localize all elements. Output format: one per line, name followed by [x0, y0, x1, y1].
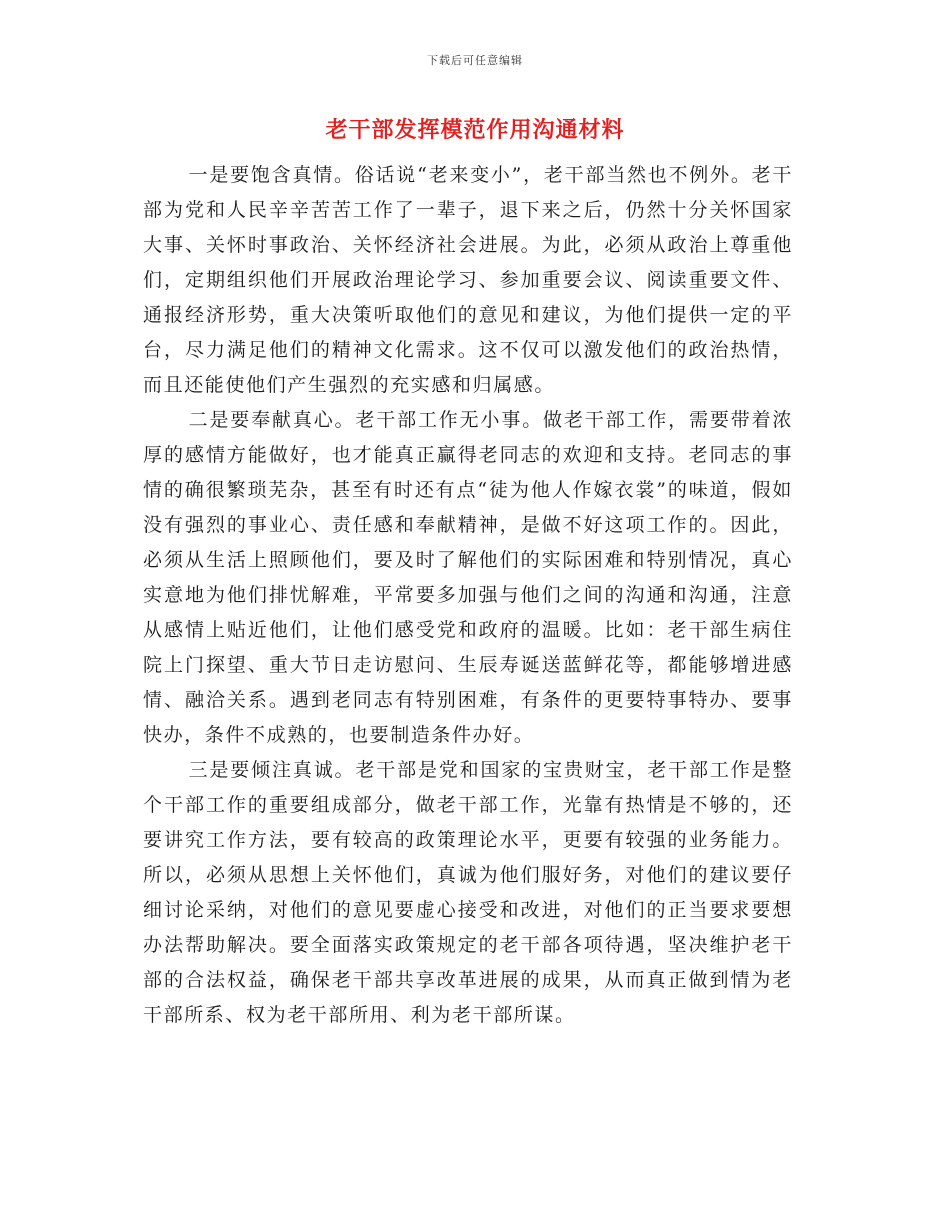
document-title: 老干部发挥模范作用沟通材料: [325, 117, 625, 143]
paragraph-2: 二是要奉献真心。老干部工作无小事。做老干部工作，需要带着浓厚的感情方能做好，也才能真正赢得老同志的欢迎和支持。老同志的事情的确很繁琐芜杂，甚至有时还有点“徒为他人作嫁衣裳”的味道，假如没有强烈的事业心、责任感和奉献精神，是做不好这项工作的。因此，必须从生活上照顾他们，要及时了解他们的实际困难和特别情况，真心实意地为他们排忧解难，平常要多加强与他们之间的沟通和沟通，注意从感情上贴近他们，让他们感受党和政府的温暖。比如：老干部生病住院上门探望、重大节日走访慰问、生辰寿诞送蓝鲜花等，都能够增进感情、融洽关系。遇到老同志有特别困难，有条件的更要特事特办、要事快办，条件不成熟的，也要制造条件办好。: [143, 409, 793, 746]
paragraph-1: 一是要饱含真情。俗话说“老来变小”，老干部当然也不例外。老干部为党和人民辛辛苦苦工作了一辈子，退下来之后，仍然十分关怀国家大事、关怀时事政治、关怀经济社会进展。为此，必须从政治上尊重他们，定期组织他们开展政治理论学习、参加重要会议、阅读重要文件、通报经济形势，重大决策听取他们的意见和建议，为他们提供一定的平台，尽力满足他们的精神文化需求。这不仅可以激发他们的政治热情，而且还能使他们产生强烈的充实感和归属感。: [143, 164, 793, 396]
header-note: 下载后可任意编辑: [427, 54, 523, 67]
document-body: [143, 158, 793, 1033]
paragraph-3: 三是要倾注真诚。老干部是党和国家的宝贵财宝，老干部工作是整个干部工作的重要组成部分，做老干部工作，光靠有热情是不够的，还要讲究工作方法，要有较高的政策理论水平，更要有较强的业务能力。所以，必须从思想上关怀他们，真诚为他们服好务，对他们的建议要仔细讨论采纳，对他们的意见要虚心接受和改进，对他们的正当要求要想办法帮助解决。要全面落实政策规定的老干部各项待遇，坚决维护老干部的合法权益，确保老干部共享改革进展的成果，从而真正做到情为老干部所系、权为老干部所用、利为老干部所谋。: [143, 759, 793, 1026]
